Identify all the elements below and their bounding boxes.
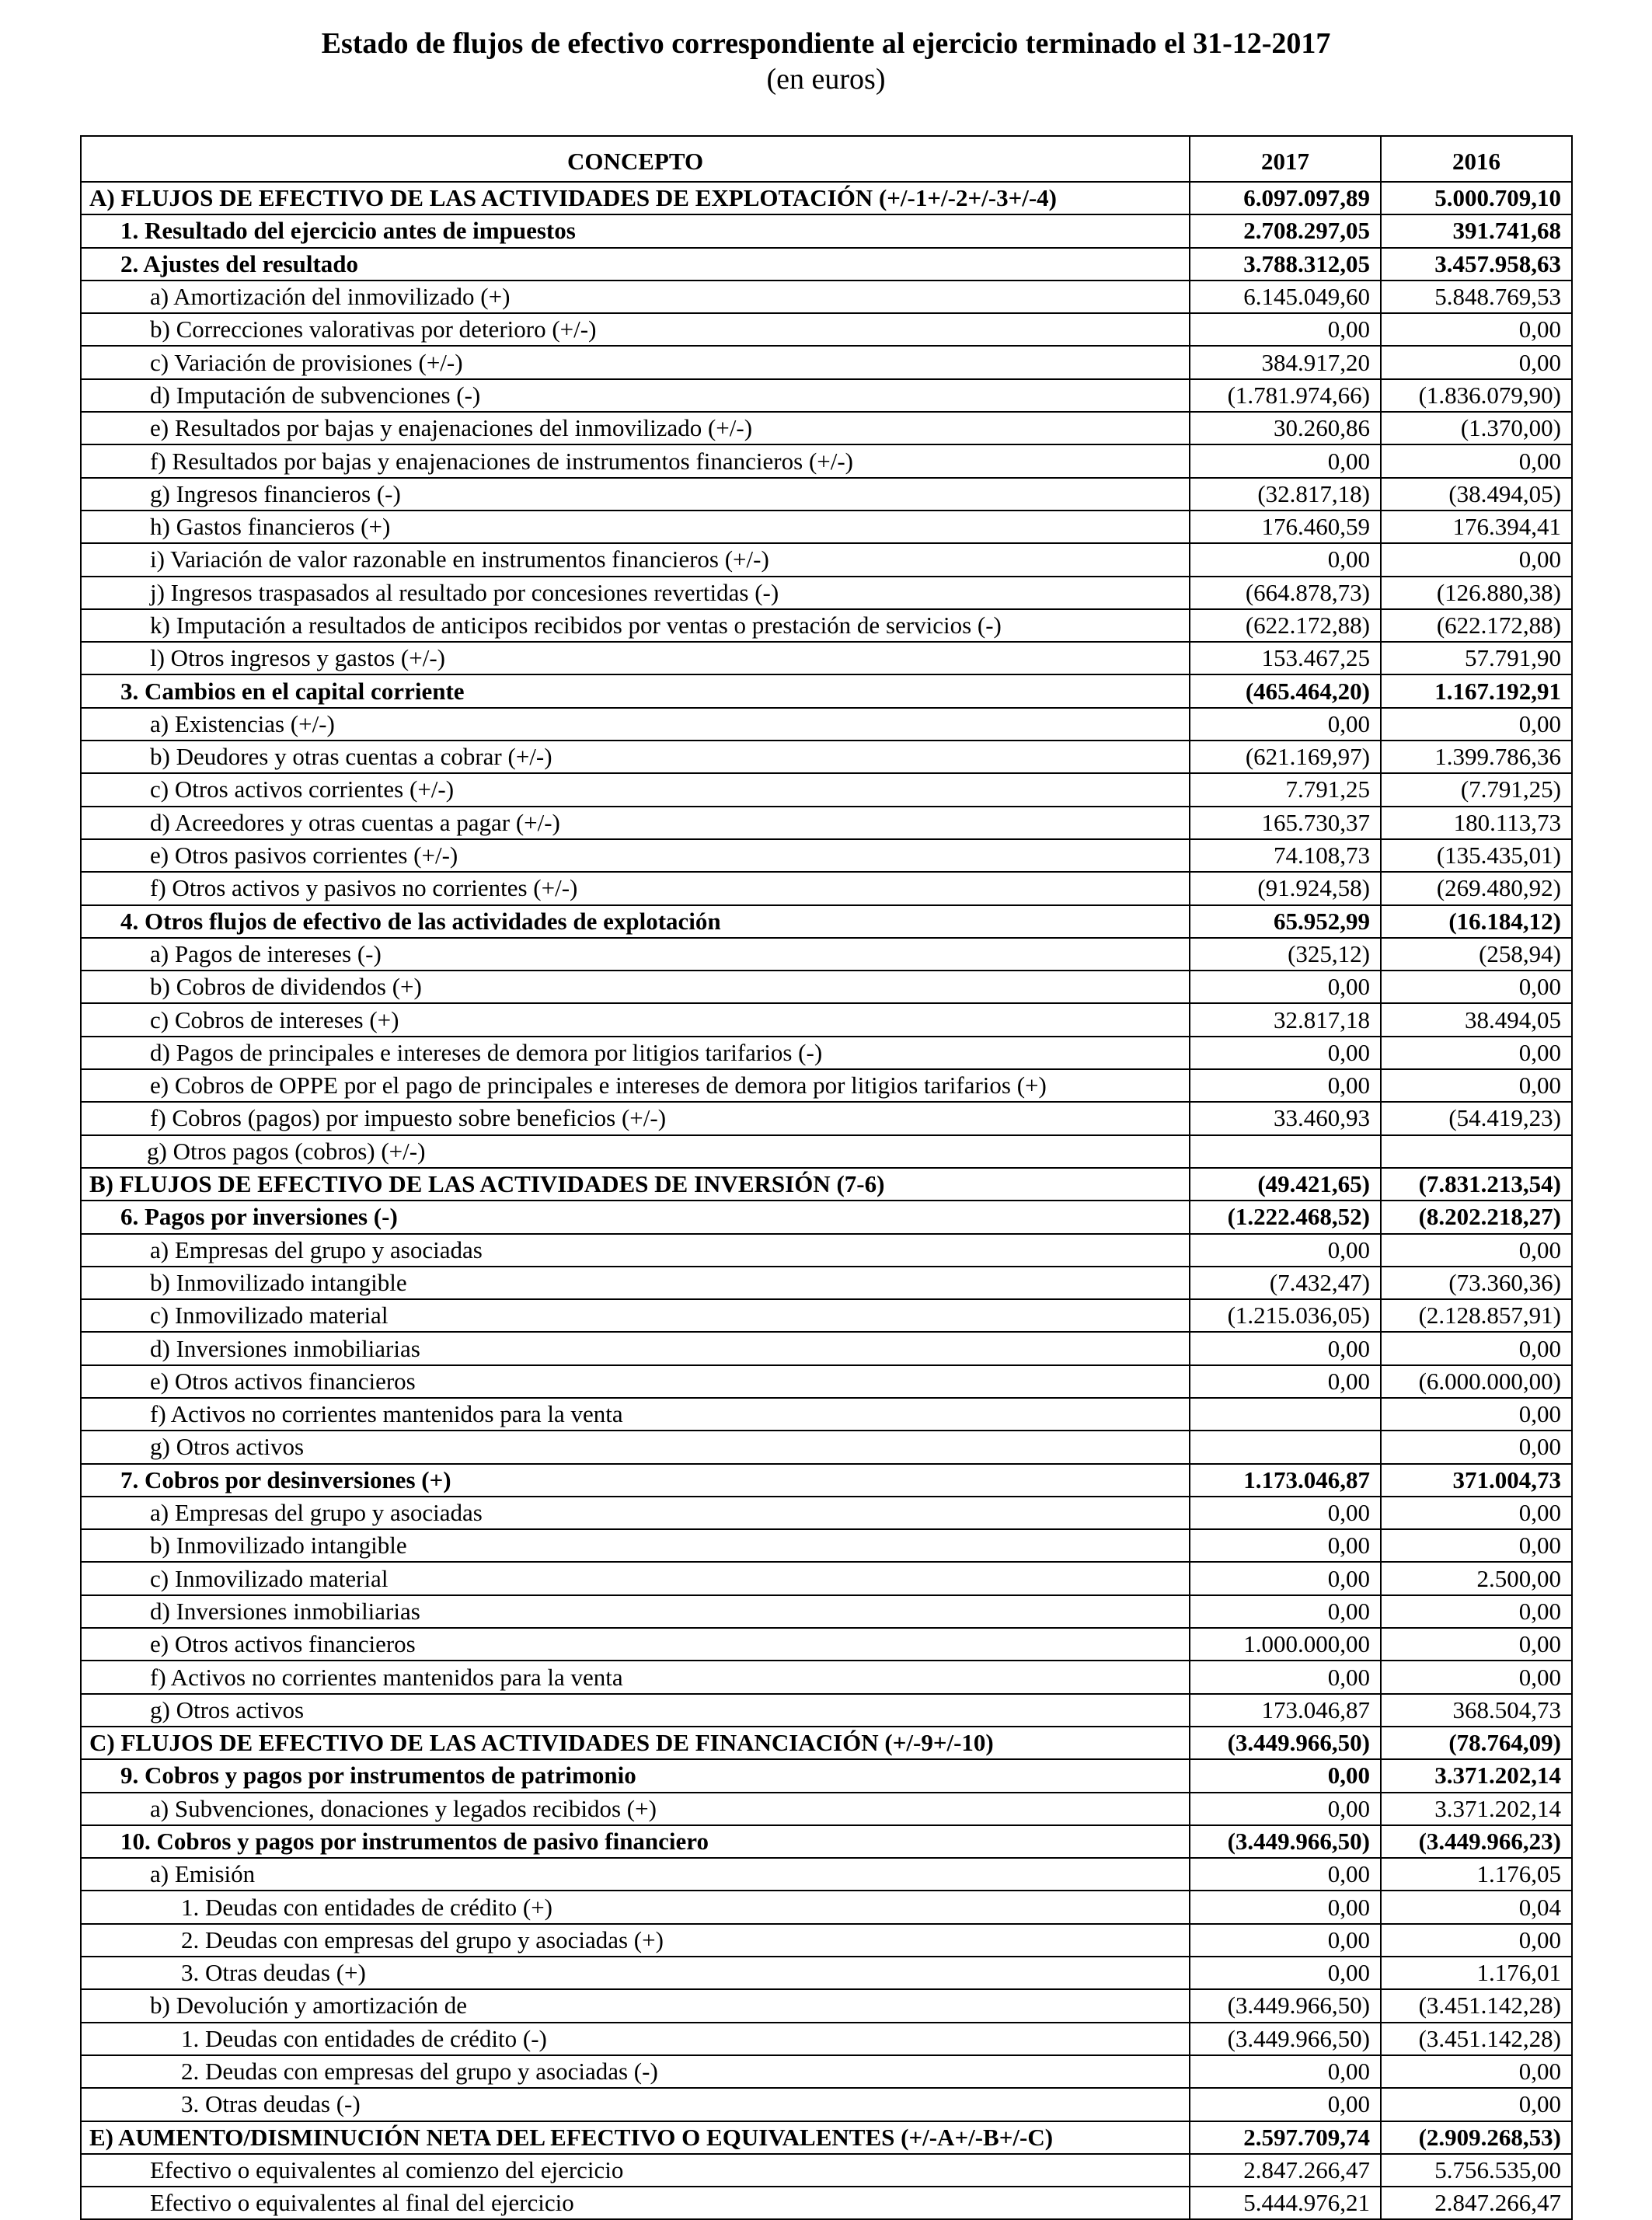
value-2016: 0,00 — [1381, 1398, 1572, 1431]
value-2017: 0,00 — [1190, 1365, 1381, 1398]
row-label: e) Cobros de OPPE por el pago de principales e intereses de demora por litigios tarifarios (+) — [81, 1069, 1190, 1102]
value-2017: 0,00 — [1190, 1661, 1381, 1693]
value-2017: 153.467,25 — [1190, 642, 1381, 674]
value-2017 — [1190, 1135, 1381, 1168]
value-2016: 0,00 — [1381, 1628, 1572, 1661]
value-2016: (622.172,88) — [1381, 609, 1572, 642]
row-label: f) Activos no corrientes mantenidos para la venta — [81, 1398, 1190, 1431]
row-label: b) Deudores y otras cuentas a cobrar (+/-) — [81, 741, 1190, 773]
row-label: c) Inmovilizado material — [81, 1299, 1190, 1332]
row-label: a) Pagos de intereses (-) — [81, 938, 1190, 971]
value-2016: (135.435,01) — [1381, 839, 1572, 872]
row-label: C) FLUJOS DE EFECTIVO DE LAS ACTIVIDADES DE FINANCIACIÓN (+/-9+/-10) — [81, 1727, 1190, 1759]
value-2016: 0,00 — [1381, 1497, 1572, 1529]
value-2017: (7.432,47) — [1190, 1267, 1381, 1299]
row-label: b) Cobros de dividendos (+) — [81, 971, 1190, 1003]
table-row — [81, 1201, 1572, 1233]
row-label: 3. Otras deudas (+) — [81, 1957, 1190, 1989]
row-label: g) Otros activos — [81, 1694, 1190, 1727]
table-row — [81, 741, 1572, 773]
value-2017: 74.108,73 — [1190, 839, 1381, 872]
table-row — [81, 1431, 1572, 1463]
row-label: f) Resultados por bajas y enajenaciones de instrumentos financieros (+/-) — [81, 444, 1190, 477]
table-row — [81, 1957, 1572, 1989]
table-row — [81, 1003, 1572, 1036]
row-label: e) Otros activos financieros — [81, 1628, 1190, 1661]
value-2016: 1.167.192,91 — [1381, 674, 1572, 707]
value-2017: (3.449.966,50) — [1190, 1825, 1381, 1858]
row-label: c) Cobros de intereses (+) — [81, 1003, 1190, 1036]
value-2016: 0,00 — [1381, 2055, 1572, 2088]
value-2017: (3.449.966,50) — [1190, 1989, 1381, 2022]
row-label: b) Inmovilizado intangible — [81, 1529, 1190, 1562]
value-2017: 0,00 — [1190, 444, 1381, 477]
value-2017 — [1190, 1398, 1381, 1431]
value-2017 — [1190, 1431, 1381, 1463]
header-2016: 2016 — [1381, 136, 1572, 182]
row-label: 6. Pagos por inversiones (-) — [81, 1201, 1190, 1233]
value-2017: 0,00 — [1190, 1924, 1381, 1957]
row-label: d) Acreedores y otras cuentas a pagar (+/-) — [81, 807, 1190, 839]
value-2017: 1.000.000,00 — [1190, 1628, 1381, 1661]
value-2017: 0,00 — [1190, 1793, 1381, 1825]
table-row — [81, 1398, 1572, 1431]
table-row — [81, 674, 1572, 707]
value-2017: 65.952,99 — [1190, 905, 1381, 938]
value-2016: (1.370,00) — [1381, 412, 1572, 444]
row-label: c) Inmovilizado material — [81, 1562, 1190, 1594]
table-row — [81, 511, 1572, 543]
value-2017: 6.145.049,60 — [1190, 281, 1381, 313]
table-row — [81, 1529, 1572, 1562]
value-2017: 1.173.046,87 — [1190, 1464, 1381, 1497]
row-label: a) Subvenciones, donaciones y legados recibidos (+) — [81, 1793, 1190, 1825]
value-2017: (325,12) — [1190, 938, 1381, 971]
table-row — [81, 1037, 1572, 1069]
value-2016: 0,00 — [1381, 313, 1572, 346]
table-row — [81, 872, 1572, 904]
value-2017: 0,00 — [1190, 1891, 1381, 1923]
value-2017: 30.260,86 — [1190, 412, 1381, 444]
table-row — [81, 839, 1572, 872]
value-2017: 0,00 — [1190, 2088, 1381, 2121]
table-row — [81, 1135, 1572, 1168]
value-2017: 0,00 — [1190, 1957, 1381, 1989]
value-2016: (38.494,05) — [1381, 478, 1572, 511]
value-2017: 0,00 — [1190, 1529, 1381, 1562]
table-row — [81, 2088, 1572, 2121]
table-row — [81, 1661, 1572, 1693]
value-2016: 3.371.202,14 — [1381, 1793, 1572, 1825]
document-subtitle: (en euros) — [766, 63, 886, 96]
value-2016: 0,00 — [1381, 1234, 1572, 1267]
table-row — [81, 1168, 1572, 1201]
row-label: a) Amortización del inmovilizado (+) — [81, 281, 1190, 313]
row-label: f) Activos no corrientes mantenidos para la venta — [81, 1661, 1190, 1693]
table-row — [81, 281, 1572, 313]
row-label: c) Variación de provisiones (+/-) — [81, 346, 1190, 378]
table-row — [81, 412, 1572, 444]
row-label: h) Gastos financieros (+) — [81, 511, 1190, 543]
value-2017: 2.847.266,47 — [1190, 2154, 1381, 2187]
value-2017: 0,00 — [1190, 708, 1381, 741]
row-label: A) FLUJOS DE EFECTIVO DE LAS ACTIVIDADES DE EXPLOTACIÓN (+/-1+/-2+/-3+/-4) — [81, 182, 1190, 214]
value-2017: 5.444.976,21 — [1190, 2187, 1381, 2219]
value-2016: (2.909.268,53) — [1381, 2121, 1572, 2154]
value-2017: 6.097.097,89 — [1190, 182, 1381, 214]
row-label: 1. Deudas con entidades de crédito (-) — [81, 2023, 1190, 2055]
table-row — [81, 1069, 1572, 1102]
table-row — [81, 1332, 1572, 1364]
value-2016: (16.184,12) — [1381, 905, 1572, 938]
table-header-row — [81, 136, 1572, 182]
value-2017: 0,00 — [1190, 1069, 1381, 1102]
value-2017: (49.421,65) — [1190, 1168, 1381, 1201]
value-2016: 0,00 — [1381, 1661, 1572, 1693]
value-2016: 57.791,90 — [1381, 642, 1572, 674]
cash-flow-table — [80, 135, 1573, 2220]
row-label: a) Existencias (+/-) — [81, 708, 1190, 741]
table-row — [81, 2154, 1572, 2187]
value-2016: 5.756.535,00 — [1381, 2154, 1572, 2187]
header-concepto: CONCEPTO — [81, 136, 1190, 182]
row-label: 7. Cobros por desinversiones (+) — [81, 1464, 1190, 1497]
row-label: b) Correcciones valorativas por deterioro (+/-) — [81, 313, 1190, 346]
value-2016: 0,00 — [1381, 1069, 1572, 1102]
value-2016: 1.176,05 — [1381, 1858, 1572, 1891]
value-2017: 0,00 — [1190, 1759, 1381, 1792]
table-row — [81, 214, 1572, 247]
value-2017: 0,00 — [1190, 2055, 1381, 2088]
table-row — [81, 1858, 1572, 1891]
row-label: i) Variación de valor razonable en instrumentos financieros (+/-) — [81, 543, 1190, 576]
table-row — [81, 346, 1572, 378]
value-2016: 3.457.958,63 — [1381, 248, 1572, 281]
value-2016: (2.128.857,91) — [1381, 1299, 1572, 1332]
row-label: e) Resultados por bajas y enajenaciones del inmovilizado (+/-) — [81, 412, 1190, 444]
row-label: a) Empresas del grupo y asociadas — [81, 1497, 1190, 1529]
row-label: a) Emisión — [81, 1858, 1190, 1891]
row-label: 1. Deudas con entidades de crédito (+) — [81, 1891, 1190, 1923]
value-2016: 2.847.266,47 — [1381, 2187, 1572, 2219]
value-2016: 368.504,73 — [1381, 1694, 1572, 1727]
table-row — [81, 708, 1572, 741]
value-2017: 7.791,25 — [1190, 773, 1381, 806]
value-2016: (126.880,38) — [1381, 577, 1572, 609]
value-2017: (91.924,58) — [1190, 872, 1381, 904]
table-row — [81, 379, 1572, 412]
value-2017: 2.708.297,05 — [1190, 214, 1381, 247]
row-label: 2. Ajustes del resultado — [81, 248, 1190, 281]
value-2017: (621.169,97) — [1190, 741, 1381, 773]
value-2017: 0,00 — [1190, 313, 1381, 346]
row-label: 3. Cambios en el capital corriente — [81, 674, 1190, 707]
row-label: d) Inversiones inmobiliarias — [81, 1332, 1190, 1364]
row-label: d) Inversiones inmobiliarias — [81, 1595, 1190, 1628]
value-2016: 0,00 — [1381, 1431, 1572, 1463]
value-2016: 0,00 — [1381, 1924, 1572, 1957]
table-row — [81, 938, 1572, 971]
row-label: 9. Cobros y pagos por instrumentos de patrimonio — [81, 1759, 1190, 1792]
table-row — [81, 905, 1572, 938]
value-2016: 176.394,41 — [1381, 511, 1572, 543]
value-2017: (3.449.966,50) — [1190, 2023, 1381, 2055]
value-2017: 2.597.709,74 — [1190, 2121, 1381, 2154]
value-2017: 0,00 — [1190, 1332, 1381, 1364]
value-2016: (78.764,09) — [1381, 1727, 1572, 1759]
table-row — [81, 2187, 1572, 2219]
value-2016: 0,00 — [1381, 1595, 1572, 1628]
table-row — [81, 1464, 1572, 1497]
row-label: d) Imputación de subvenciones (-) — [81, 379, 1190, 412]
row-label: 1. Resultado del ejercicio antes de impuestos — [81, 214, 1190, 247]
table-row — [81, 773, 1572, 806]
row-label: Efectivo o equivalentes al comienzo del ejercicio — [81, 2154, 1190, 2187]
document-title: Estado de flujos de efectivo correspondiente al ejercicio terminado el 31-12-2017 — [321, 27, 1331, 60]
row-label: a) Empresas del grupo y asociadas — [81, 1234, 1190, 1267]
row-label: g) Ingresos financieros (-) — [81, 478, 1190, 511]
value-2016: 0,00 — [1381, 543, 1572, 576]
value-2016: 0,00 — [1381, 1037, 1572, 1069]
value-2016: (269.480,92) — [1381, 872, 1572, 904]
table-row — [81, 1989, 1572, 2022]
table-row — [81, 182, 1572, 214]
value-2016: (8.202.218,27) — [1381, 1201, 1572, 1233]
value-2016 — [1381, 1135, 1572, 1168]
value-2017: 33.460,93 — [1190, 1102, 1381, 1134]
table-row — [81, 1299, 1572, 1332]
row-label: f) Cobros (pagos) por impuesto sobre beneficios (+/-) — [81, 1102, 1190, 1134]
table-row — [81, 1759, 1572, 1792]
value-2016: 38.494,05 — [1381, 1003, 1572, 1036]
row-label: e) Otros activos financieros — [81, 1365, 1190, 1398]
table-row — [81, 609, 1572, 642]
value-2017: (664.878,73) — [1190, 577, 1381, 609]
table-row — [81, 1727, 1572, 1759]
row-label: 3. Otras deudas (-) — [81, 2088, 1190, 2121]
row-label: b) Devolución y amortización de — [81, 1989, 1190, 2022]
table-row — [81, 1234, 1572, 1267]
value-2016: 0,00 — [1381, 708, 1572, 741]
value-2016: 371.004,73 — [1381, 1464, 1572, 1497]
value-2017: 0,00 — [1190, 971, 1381, 1003]
value-2016: 180.113,73 — [1381, 807, 1572, 839]
value-2016: (3.451.142,28) — [1381, 2023, 1572, 2055]
value-2017: 384.917,20 — [1190, 346, 1381, 378]
value-2017: 165.730,37 — [1190, 807, 1381, 839]
value-2017: (1.222.468,52) — [1190, 1201, 1381, 1233]
value-2017: (622.172,88) — [1190, 609, 1381, 642]
value-2017: 0,00 — [1190, 1562, 1381, 1594]
value-2017: 0,00 — [1190, 543, 1381, 576]
row-label: c) Otros activos corrientes (+/-) — [81, 773, 1190, 806]
value-2016: 0,00 — [1381, 1332, 1572, 1364]
value-2016: 0,00 — [1381, 346, 1572, 378]
table-row — [81, 1102, 1572, 1134]
row-label: 4. Otros flujos de efectivo de las actividades de explotación — [81, 905, 1190, 938]
row-label: j) Ingresos traspasados al resultado por concesiones revertidas (-) — [81, 577, 1190, 609]
row-label: E) AUMENTO/DISMINUCIÓN NETA DEL EFECTIVO O EQUIVALENTES (+/-A+/-B+/-C) — [81, 2121, 1190, 2154]
table-row — [81, 1825, 1572, 1858]
table-row — [81, 444, 1572, 477]
value-2017: 0,00 — [1190, 1037, 1381, 1069]
row-label: g) Otros pagos (cobros) (+/-) — [81, 1135, 1190, 1168]
value-2017: 173.046,87 — [1190, 1694, 1381, 1727]
row-label: k) Imputación a resultados de anticipos recibidos por ventas o prestación de servicios (-) — [81, 609, 1190, 642]
row-label: B) FLUJOS DE EFECTIVO DE LAS ACTIVIDADES DE INVERSIÓN (7-6) — [81, 1168, 1190, 1201]
value-2016: (73.360,36) — [1381, 1267, 1572, 1299]
value-2016: 0,00 — [1381, 971, 1572, 1003]
value-2017: 0,00 — [1190, 1595, 1381, 1628]
row-label: d) Pagos de principales e intereses de demora por litigios tarifarios (-) — [81, 1037, 1190, 1069]
table-row — [81, 971, 1572, 1003]
value-2016: 0,00 — [1381, 1529, 1572, 1562]
table-row — [81, 2023, 1572, 2055]
table-row — [81, 1924, 1572, 1957]
value-2017: (1.215.036,05) — [1190, 1299, 1381, 1332]
header-2017: 2017 — [1190, 136, 1381, 182]
table-row — [81, 642, 1572, 674]
table-row — [81, 1891, 1572, 1923]
value-2016: 391.741,68 — [1381, 214, 1572, 247]
value-2016: (7.831.213,54) — [1381, 1168, 1572, 1201]
value-2016: 0,00 — [1381, 2088, 1572, 2121]
value-2017: (1.781.974,66) — [1190, 379, 1381, 412]
table-row — [81, 313, 1572, 346]
row-label: 2. Deudas con empresas del grupo y asociadas (-) — [81, 2055, 1190, 2088]
table-row — [81, 543, 1572, 576]
row-label: 10. Cobros y pagos por instrumentos de pasivo financiero — [81, 1825, 1190, 1858]
value-2017: 176.460,59 — [1190, 511, 1381, 543]
value-2016: 3.371.202,14 — [1381, 1759, 1572, 1792]
value-2016: 1.176,01 — [1381, 1957, 1572, 1989]
row-label: b) Inmovilizado intangible — [81, 1267, 1190, 1299]
table-row — [81, 577, 1572, 609]
table-row — [81, 248, 1572, 281]
table-row — [81, 2055, 1572, 2088]
row-label: e) Otros pasivos corrientes (+/-) — [81, 839, 1190, 872]
value-2016: (1.836.079,90) — [1381, 379, 1572, 412]
row-label: f) Otros activos y pasivos no corrientes (+/-) — [81, 872, 1190, 904]
value-2017: 3.788.312,05 — [1190, 248, 1381, 281]
value-2017: 0,00 — [1190, 1497, 1381, 1529]
table-row — [81, 1365, 1572, 1398]
value-2016: 2.500,00 — [1381, 1562, 1572, 1594]
table-row — [81, 807, 1572, 839]
table-row — [81, 478, 1572, 511]
value-2017: (3.449.966,50) — [1190, 1727, 1381, 1759]
value-2017: (465.464,20) — [1190, 674, 1381, 707]
value-2017: 0,00 — [1190, 1234, 1381, 1267]
table-row — [81, 1694, 1572, 1727]
row-label: 2. Deudas con empresas del grupo y asociadas (+) — [81, 1924, 1190, 1957]
row-label: l) Otros ingresos y gastos (+/-) — [81, 642, 1190, 674]
table-row — [81, 1497, 1572, 1529]
table-row — [81, 1628, 1572, 1661]
value-2016: (3.451.142,28) — [1381, 1989, 1572, 2022]
table-row — [81, 2121, 1572, 2154]
value-2016: 5.848.769,53 — [1381, 281, 1572, 313]
value-2017: 32.817,18 — [1190, 1003, 1381, 1036]
value-2017: 0,00 — [1190, 1858, 1381, 1891]
value-2016: (3.449.966,23) — [1381, 1825, 1572, 1858]
row-label: g) Otros activos — [81, 1431, 1190, 1463]
table-row — [81, 1267, 1572, 1299]
value-2017: (32.817,18) — [1190, 478, 1381, 511]
value-2016: (7.791,25) — [1381, 773, 1572, 806]
value-2016: 5.000.709,10 — [1381, 182, 1572, 214]
table-row — [81, 1793, 1572, 1825]
value-2016: 1.399.786,36 — [1381, 741, 1572, 773]
row-label: Efectivo o equivalentes al final del ejercicio — [81, 2187, 1190, 2219]
value-2016: (54.419,23) — [1381, 1102, 1572, 1134]
table-body — [81, 182, 1572, 2219]
table-row — [81, 1595, 1572, 1628]
value-2016: (258,94) — [1381, 938, 1572, 971]
value-2016: 0,04 — [1381, 1891, 1572, 1923]
value-2016: 0,00 — [1381, 444, 1572, 477]
value-2016: (6.000.000,00) — [1381, 1365, 1572, 1398]
table-row — [81, 1562, 1572, 1594]
